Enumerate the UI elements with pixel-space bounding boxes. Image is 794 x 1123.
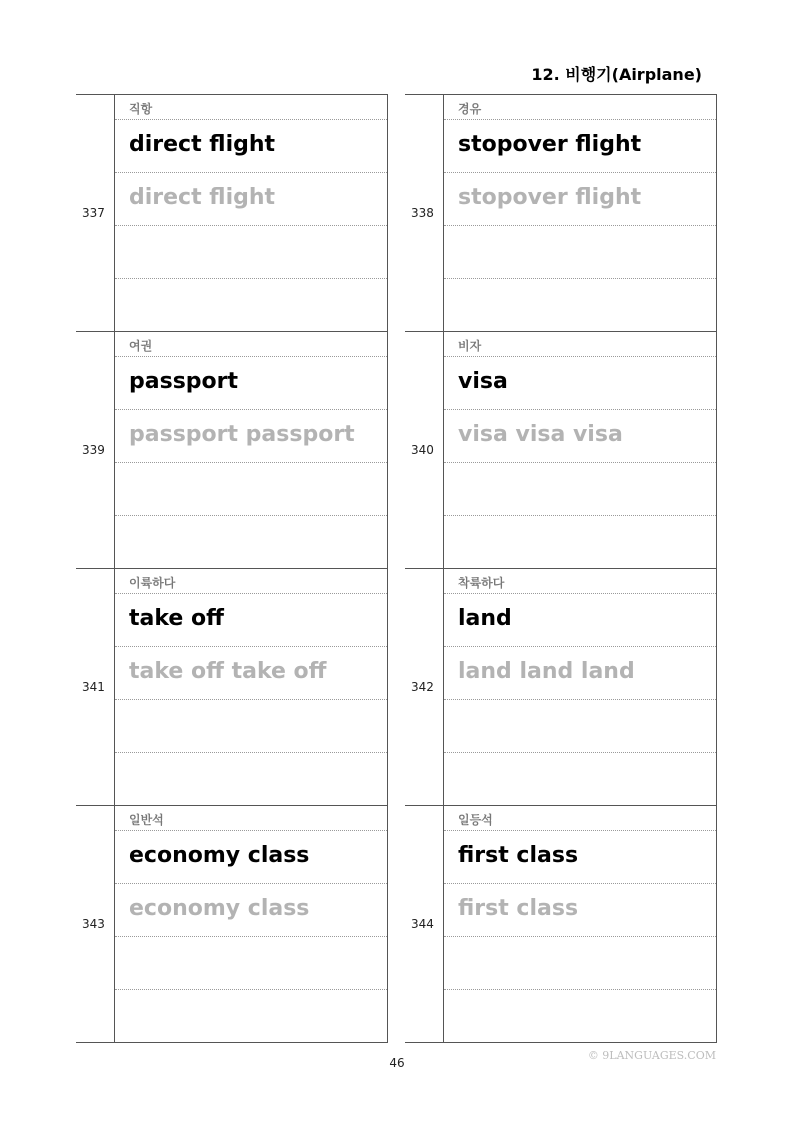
english-word: take off: [129, 606, 224, 631]
korean-label: 여권: [129, 339, 153, 353]
practice-line: [115, 279, 387, 332]
vocab-card-340: [405, 331, 717, 568]
english-word: land: [458, 606, 512, 631]
korean-label: 경유: [458, 102, 482, 116]
card-number: 343: [82, 917, 105, 931]
practice-line: [444, 700, 716, 753]
copyright-notice: © 9LANGUAGES.COM: [587, 1049, 716, 1062]
practice-line: [444, 753, 716, 806]
card-number: 342: [411, 680, 434, 694]
practice-line: [115, 937, 387, 990]
number-column: [405, 569, 444, 805]
trace-word: first class: [458, 896, 579, 921]
korean-label: 일반석: [129, 813, 164, 827]
card-number: 341: [82, 680, 105, 694]
number-column: [405, 806, 444, 1042]
number-column: [76, 806, 115, 1042]
korean-label: 이륙하다: [129, 576, 176, 590]
vocab-card-344: [405, 805, 717, 1043]
english-word: stopover flight: [458, 132, 642, 157]
trace-word: stopover flight: [458, 185, 642, 210]
trace-word: economy class: [129, 896, 310, 921]
practice-line: [115, 990, 387, 1043]
number-column: [405, 95, 444, 331]
trace-word: visa visa visa: [458, 422, 623, 447]
vocab-card-341: [76, 568, 388, 805]
practice-line: [115, 516, 387, 569]
korean-label: 착륙하다: [458, 576, 505, 590]
practice-line: [115, 226, 387, 279]
trace-word: direct flight: [129, 185, 276, 210]
practice-line: [444, 937, 716, 990]
practice-line: [444, 279, 716, 332]
number-column: [76, 569, 115, 805]
practice-line: [444, 516, 716, 569]
card-number: 344: [411, 917, 434, 931]
trace-word: take off take off: [129, 659, 327, 684]
practice-line: [444, 463, 716, 516]
practice-line: [444, 990, 716, 1043]
card-number: 340: [411, 443, 434, 457]
vocab-card-343: [76, 805, 388, 1043]
vocab-card-342: [405, 568, 717, 805]
korean-label: 직항: [129, 102, 153, 116]
english-word: direct flight: [129, 132, 276, 157]
number-column: [405, 332, 444, 568]
english-word: first class: [458, 843, 579, 868]
practice-line: [115, 463, 387, 516]
practice-line: [444, 226, 716, 279]
card-number: 339: [82, 443, 105, 457]
number-column: [76, 332, 115, 568]
page-title: 12. 비행기(Airplane): [531, 65, 702, 84]
number-column: [76, 95, 115, 331]
korean-label: 비자: [458, 339, 482, 353]
page-number: 46: [389, 1056, 405, 1070]
vocab-card-339: [76, 331, 388, 568]
card-number: 338: [411, 206, 434, 220]
korean-label: 일등석: [458, 813, 493, 827]
trace-word: passport passport: [129, 422, 355, 447]
vocab-card-337: [76, 94, 388, 331]
practice-line: [115, 700, 387, 753]
english-word: economy class: [129, 843, 310, 868]
english-word: visa: [458, 369, 508, 394]
trace-word: land land land: [458, 659, 635, 684]
vocab-card-338: [405, 94, 717, 331]
english-word: passport: [129, 369, 239, 394]
card-number: 337: [82, 206, 105, 220]
practice-line: [115, 753, 387, 806]
